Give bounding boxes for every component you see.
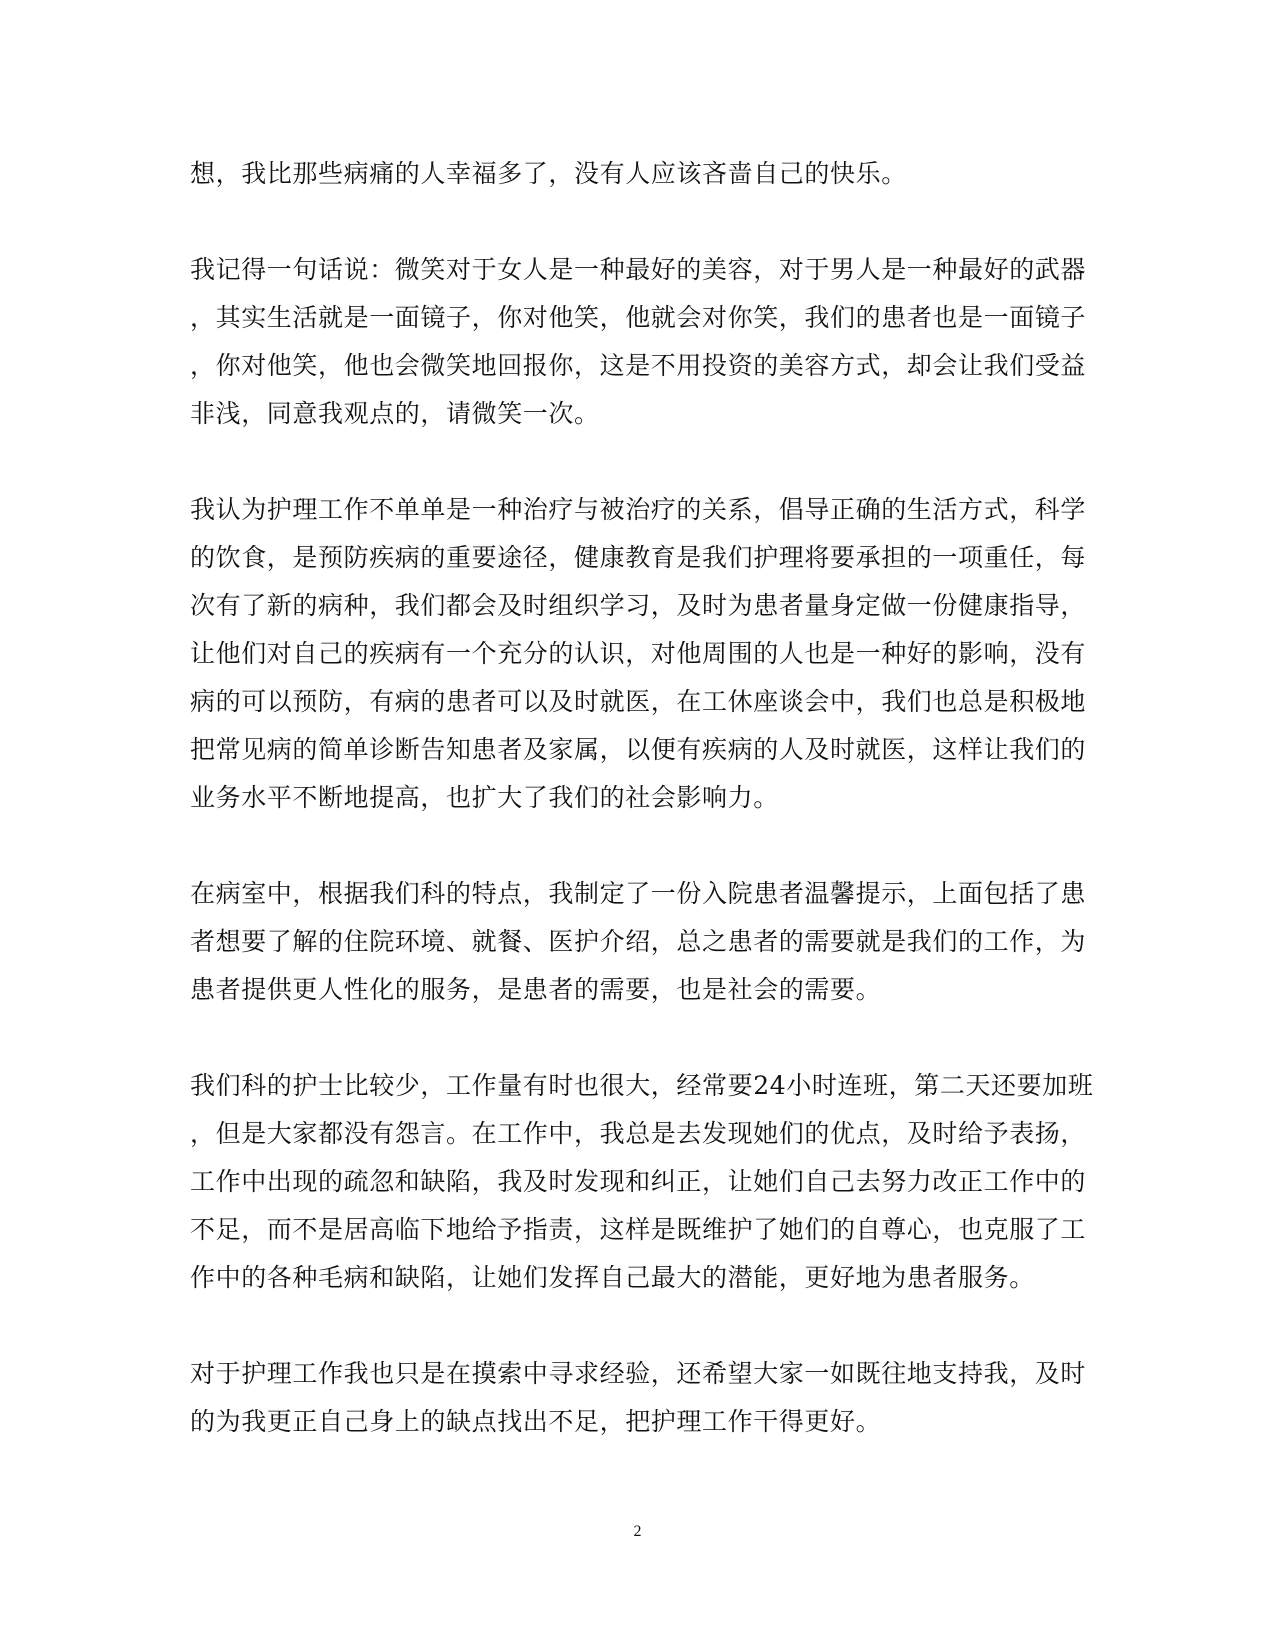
- paragraph-5: [190, 1062, 1094, 1302]
- text-line: 作中的各种毛病和缺陷，让她们发挥自己最大的潜能，更好地为患者服务。: [190, 1263, 1035, 1292]
- text-line: 对于护理工作我也只是在摸索中寻求经验，还希望大家一如既往地支持我，及时: [190, 1359, 1087, 1388]
- text-line: 把常见病的简单诊断告知患者及家属，以便有疾病的人及时就医，这样让我们的: [190, 735, 1087, 764]
- text-line: 的为我更正自己身上的缺点找出不足，把护理工作干得更好。: [190, 1407, 882, 1436]
- paragraph-6: [190, 1350, 1087, 1446]
- text-line: ，你对他笑，他也会微笑地回报你，这是不用投资的美容方式，却会让我们受益: [190, 351, 1087, 380]
- paragraph-3: [190, 486, 1087, 822]
- paragraph-2: [190, 246, 1087, 438]
- paragraph-1: [190, 150, 1070, 198]
- text-line: 让他们对自己的疾病有一个充分的认识，对他周围的人也是一种好的影响，没有: [190, 639, 1087, 668]
- text-line: 不足，而不是居高临下地给予指责，这样是既维护了她们的自尊心，也克服了工: [190, 1215, 1087, 1244]
- text-line: 次有了新的病种，我们都会及时组织学习，及时为患者量身定做一份健康指导，: [190, 591, 1087, 620]
- text-line: 者想要了解的住院环境、就餐、医护介绍，总之患者的需要就是我们的工作，为: [190, 927, 1087, 956]
- text-line: 我认为护理工作不单单是一种治疗与被治疗的关系，倡导正确的生活方式，科学: [190, 495, 1087, 524]
- body-text: [190, 150, 1094, 1494]
- page-number: 2: [633, 1523, 642, 1540]
- paragraph-4: [190, 870, 1087, 1014]
- text-line: 工作中出现的疏忽和缺陷，我及时发现和纠正，让她们自己去努力改正工作中的: [190, 1167, 1087, 1196]
- text-line: 我记得一句话说：微笑对于女人是一种最好的美容，对于男人是一种最好的武器: [190, 255, 1087, 284]
- text-line: 非浅，同意我观点的，请微笑一次。: [190, 399, 600, 428]
- text-line: 病的可以预防，有病的患者可以及时就医，在工休座谈会中，我们也总是积极地: [190, 687, 1087, 716]
- text-line: 我们科的护士比较少，工作量有时也很大，经常要24小时连班，第二天还要加班: [190, 1071, 1094, 1100]
- text-line: 患者提供更人性化的服务，是患者的需要，也是社会的需要。: [190, 975, 882, 1004]
- text-line: ，其实生活就是一面镜子，你对他笑，他就会对你笑，我们的患者也是一面镜子: [190, 303, 1087, 332]
- text-line: 业务水平不断地提高，也扩大了我们的社会影响力。: [190, 783, 779, 812]
- text-line: 在病室中，根据我们科的特点，我制定了一份入院患者温馨提示，上面包括了患: [190, 879, 1087, 908]
- text-line: ，但是大家都没有怨言。在工作中，我总是去发现她们的优点，及时给予表扬，: [190, 1119, 1087, 1148]
- text-line: 想，我比那些病痛的人幸福多了，没有人应该吝啬自己的快乐。: [190, 159, 907, 188]
- text-line: 的饮食，是预防疾病的重要途径，健康教育是我们护理将要承担的一项重任，每: [190, 543, 1087, 572]
